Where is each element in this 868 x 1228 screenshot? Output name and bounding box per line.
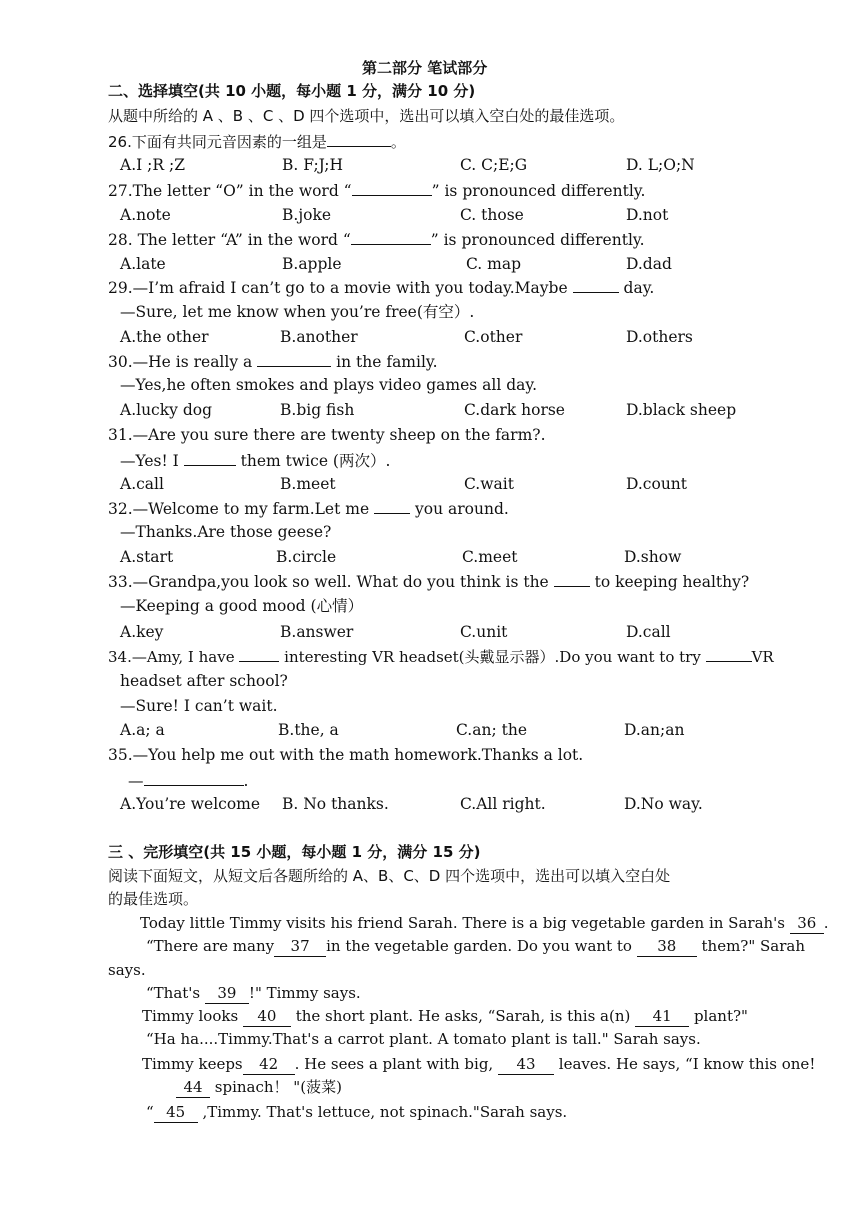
option-a: A.call xyxy=(120,475,164,493)
option-a: A.a; a xyxy=(120,721,165,739)
answer-blank xyxy=(352,180,432,196)
passage-line-9: “ 45 ,Timmy. That's lettuce, not spinach."Sarah says. xyxy=(146,1103,568,1121)
question-30-stem: 30.—He is really a in the family. xyxy=(108,353,438,371)
question-34-stem-cont: headset after school? xyxy=(120,672,288,690)
option-d: D.not xyxy=(626,206,669,224)
question-34-reply: —Sure! I can’t wait. xyxy=(120,697,278,715)
option-c: C. those xyxy=(460,206,524,224)
section2-heading: 二、选择填空(共 10 小题，每小题 1 分，满分 10 分) xyxy=(108,82,476,100)
question-29-reply: —Sure, let me know when you’re free(有空）. xyxy=(120,303,475,321)
blank-number: 41 xyxy=(635,1006,689,1027)
question-34-stem: 34.—Amy, I have interesting VR headset(头戴显示器）.Do you want to try VR xyxy=(108,648,774,666)
option-c: C.other xyxy=(464,328,523,346)
option-d: D.an;an xyxy=(624,721,685,739)
section3-heading: 三 、完形填空(共 15 小题，每小题 1 分，满分 15 分) xyxy=(108,843,481,861)
question-31-stem: 31.—Are you sure there are twenty sheep on the farm?. xyxy=(108,426,546,444)
answer-blank xyxy=(257,351,331,367)
question-35-stem: 35.—You help me out with the math homework.Thanks a lot. xyxy=(108,746,584,764)
answer-blank xyxy=(144,770,244,786)
answer-blank xyxy=(706,646,752,662)
passage-line-6: “Ha ha....Timmy.That's a carrot plant. A tomato plant is tall." Sarah says. xyxy=(146,1030,701,1048)
section3-instruction: 阅读下面短文，从短文后各题所给的 A、B、C、D 四个选项中，选出可以填入空白处 xyxy=(108,867,671,885)
option-c: C.All right. xyxy=(460,795,546,813)
option-c: C.an; the xyxy=(456,721,527,739)
blank-number: 38 xyxy=(637,936,697,957)
question-28-stem: 28. The letter “A” in the word “ ” is pronounced differently. xyxy=(108,231,645,249)
option-b: B.answer xyxy=(280,623,354,641)
passage-line-3: says. xyxy=(108,961,146,979)
option-c: C. C;E;G xyxy=(460,156,528,174)
option-a: A.key xyxy=(120,623,164,641)
question-32-reply: —Thanks.Are those geese? xyxy=(120,523,332,541)
option-b: B.big fish xyxy=(280,401,355,419)
question-33-reply: —Keeping a good mood (心情） xyxy=(120,597,364,615)
option-d: D. L;O;N xyxy=(626,156,695,174)
option-d: D.black sheep xyxy=(626,401,737,419)
option-a: A.You’re welcome xyxy=(120,795,261,813)
section3-instruction-cont: 的最佳选项。 xyxy=(108,890,199,908)
part-title: 第二部分 笔试部分 xyxy=(362,59,488,77)
question-29-stem: 29.—I’m afraid I can’t go to a movie with you today.Maybe day. xyxy=(108,279,655,297)
option-c: C.unit xyxy=(460,623,508,641)
passage-line-1: Today little Timmy visits his friend Sarah. There is a big vegetable garden in Sarah's 36 . xyxy=(140,914,829,932)
option-a: A.I ;R ;Z xyxy=(120,156,185,174)
option-c: C.dark horse xyxy=(464,401,565,419)
passage-line-8: 44 spinach！ "(菠菜) xyxy=(176,1077,342,1098)
blank-number: 44 xyxy=(176,1077,210,1098)
option-d: D.show xyxy=(624,548,682,566)
section2-instruction: 从题中所给的 A 、B 、C 、D 四个选项中，选出可以填入空白处的最佳选项。 xyxy=(108,107,625,125)
option-d: D.No way. xyxy=(624,795,703,813)
question-stem: 26.下面有共同元音因素的一组是 xyxy=(108,133,327,151)
question-26-stem: 26.下面有共同元音因素的一组是 。 xyxy=(108,133,406,151)
passage-line-2: “There are many 37 in the vegetable garden. Do you want to 38 them?" Sarah xyxy=(146,937,806,955)
option-a: A.start xyxy=(120,548,174,566)
blank-number: 36 xyxy=(790,913,824,934)
option-a: A.lucky dog xyxy=(120,401,212,419)
answer-blank xyxy=(239,646,279,662)
option-d: D.others xyxy=(626,328,693,346)
passage-line-7: Timmy keeps 42 . He sees a plant with big, 43 leaves. He says, “I know this one! xyxy=(142,1055,816,1073)
answer-blank xyxy=(327,131,391,147)
answer-blank xyxy=(184,450,236,466)
question-33-stem: 33.—Grandpa,you look so well. What do you think is the to keeping healthy? xyxy=(108,573,750,591)
passage-line-4: “That's 39 !" Timmy says. xyxy=(146,984,361,1002)
question-30-reply: —Yes,he often smokes and plays video games all day. xyxy=(120,376,538,394)
option-a: A.the other xyxy=(120,328,209,346)
option-b: B.circle xyxy=(276,548,337,566)
blank-number: 39 xyxy=(205,983,249,1004)
option-a: A.note xyxy=(120,206,171,224)
question-27-stem: 27.The letter “O” in the word “ ” is pronounced differently. xyxy=(108,182,646,200)
question-35-reply: — . xyxy=(128,772,249,790)
option-d: D.call xyxy=(626,623,671,641)
answer-blank xyxy=(554,571,590,587)
answer-blank xyxy=(573,277,619,293)
option-b: B.the, a xyxy=(278,721,339,739)
option-c: C. map xyxy=(466,255,522,273)
option-b: B. No thanks. xyxy=(282,795,389,813)
answer-blank xyxy=(351,229,431,245)
blank-number: 37 xyxy=(274,936,326,957)
question-31-reply: —Yes! I them twice (两次）. xyxy=(120,452,391,470)
option-d: D.dad xyxy=(626,255,672,273)
option-b: B.another xyxy=(280,328,358,346)
option-b: B. F;J;H xyxy=(282,156,343,174)
option-c: C.wait xyxy=(464,475,514,493)
option-d: D.count xyxy=(626,475,688,493)
passage-line-5: Timmy looks 40 the short plant. He asks, “Sarah, is this a(n) 41 plant?" xyxy=(142,1007,748,1025)
option-b: B.joke xyxy=(282,206,332,224)
blank-number: 45 xyxy=(154,1102,198,1123)
blank-number: 43 xyxy=(498,1054,554,1075)
option-b: B.apple xyxy=(282,255,342,273)
option-b: B.meet xyxy=(280,475,336,493)
question-32-stem: 32.—Welcome to my farm.Let me you around. xyxy=(108,500,509,518)
blank-number: 40 xyxy=(243,1006,291,1027)
option-c: C.meet xyxy=(462,548,518,566)
answer-blank xyxy=(374,498,410,514)
blank-number: 42 xyxy=(243,1054,295,1075)
option-a: A.late xyxy=(120,255,166,273)
